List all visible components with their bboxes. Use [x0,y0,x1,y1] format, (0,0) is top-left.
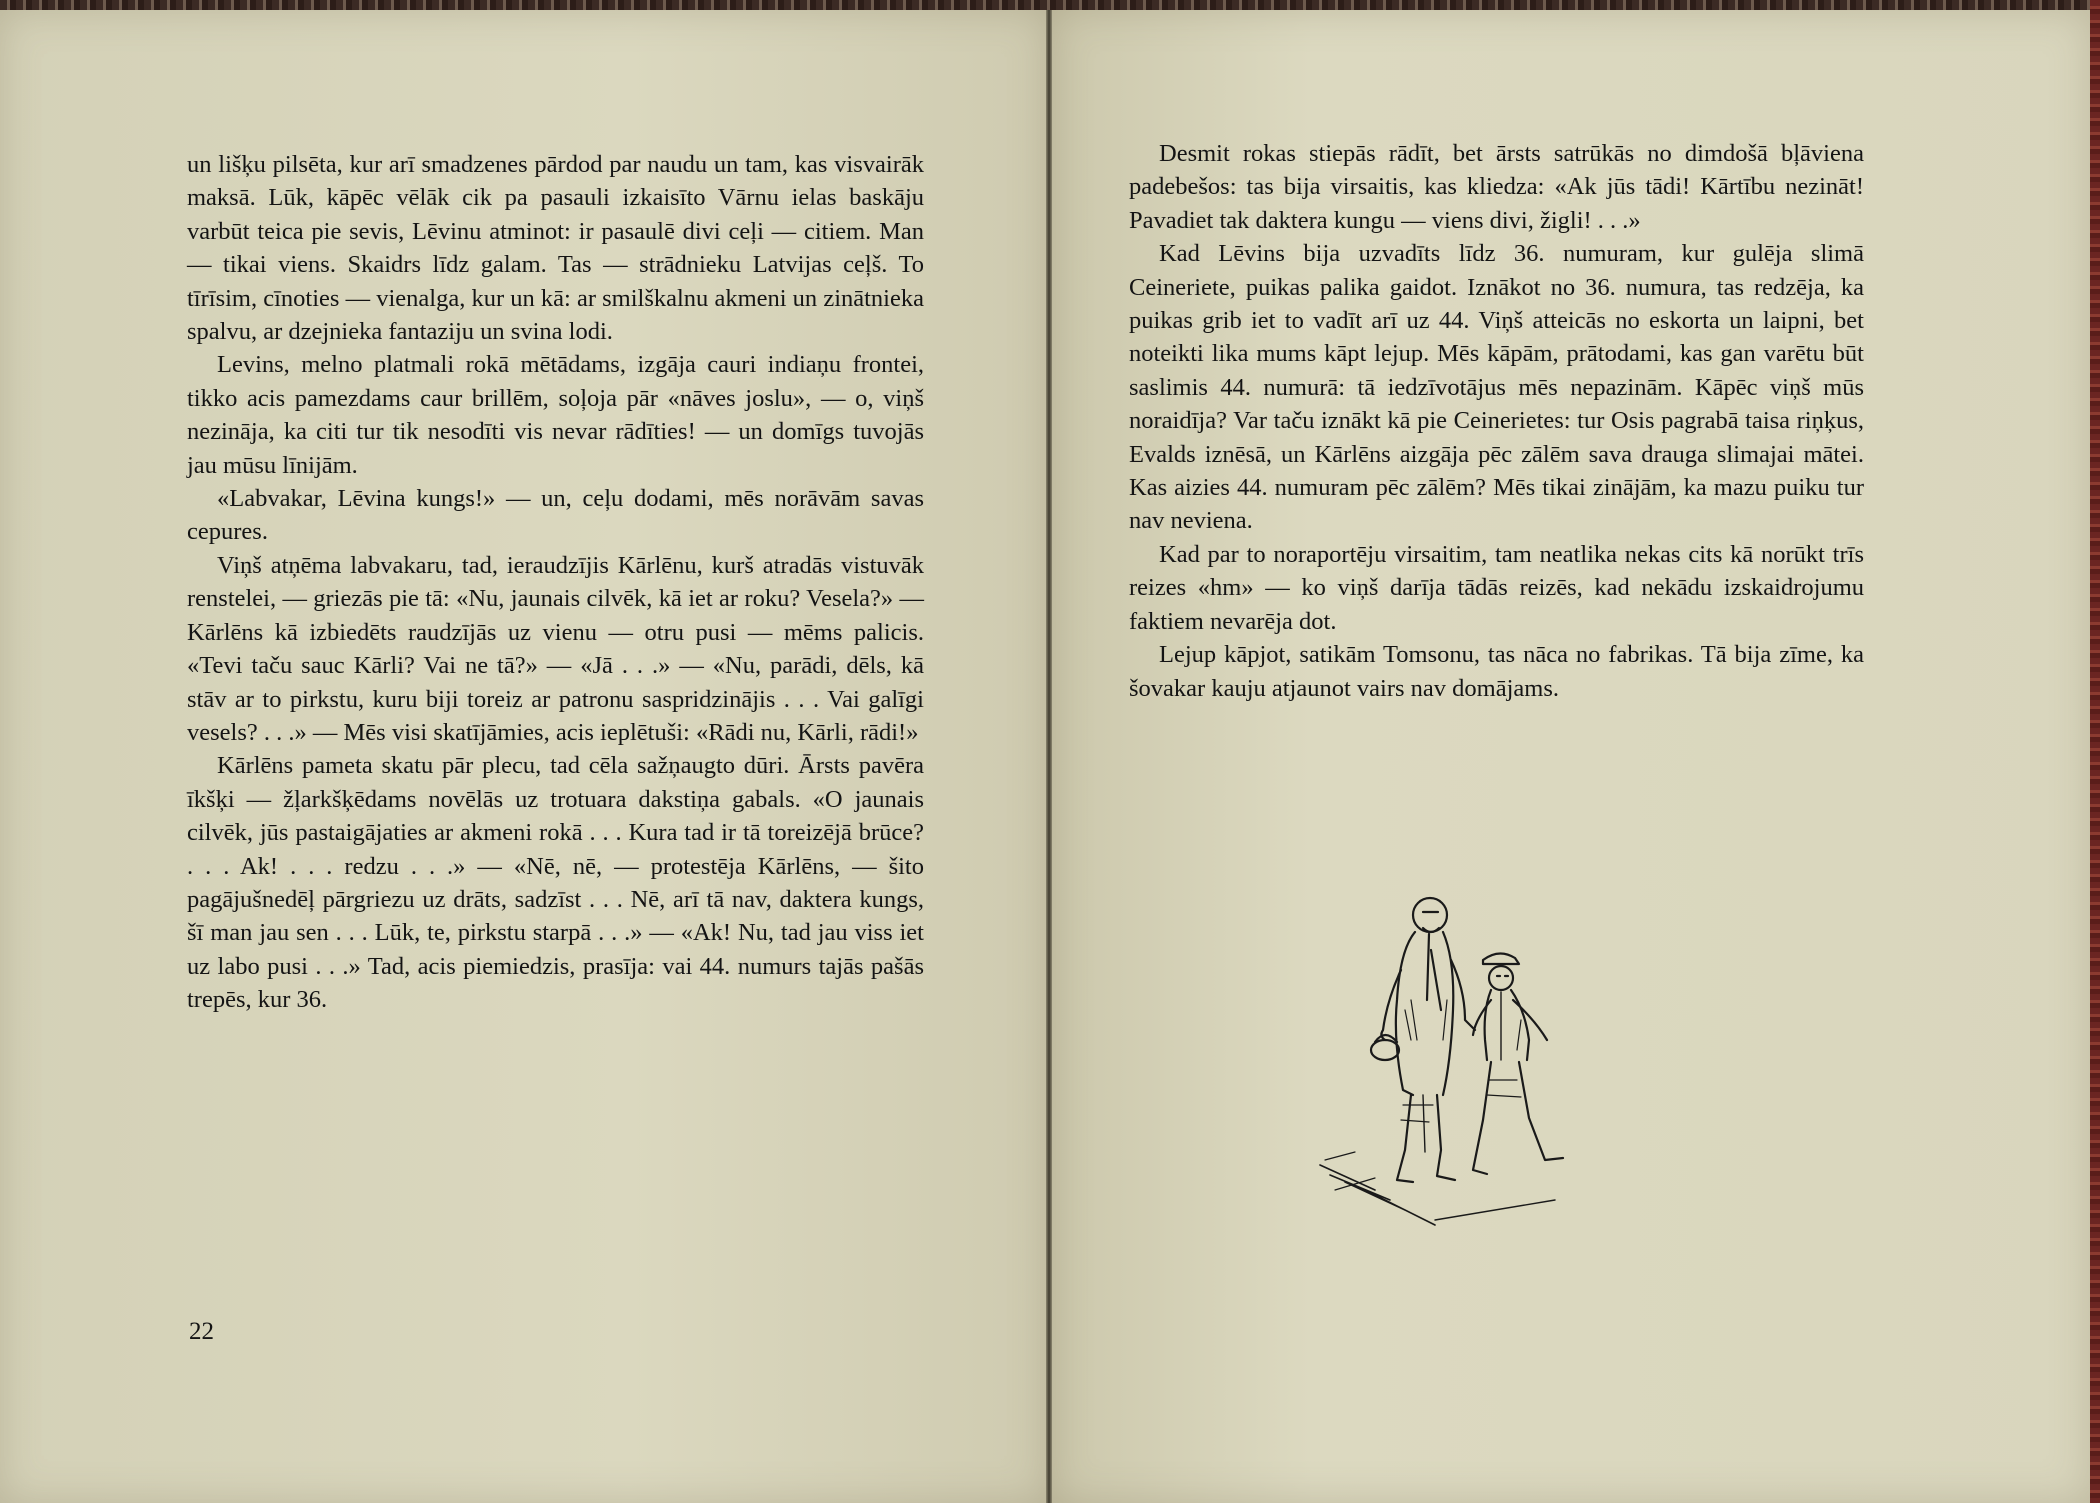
paragraph: «Labvakar, Lēvina kungs!» — un, ceļu dodami, mēs norāvām savas cepures. [187,485,924,546]
man-and-boy-illustration [1315,890,1635,1250]
paragraph: Desmit rokas stiepās rādīt, bet ārsts satrūkās no dimdošā bļāviena padebešos: tas bija virsaitis, kas kliedza: «Ak jūs tādi! Kārtību nezināt! Pavadiet tak daktera kungu — viens divi, žigli! . . .» [1129,140,1864,234]
left-page-text [187,148,924,1017]
cover-right-edge [2090,0,2100,1503]
page-number: 22 [189,1318,214,1345]
paragraph: Kad Lēvins bija uzvadīts līdz 36. numuram, kur gulēja slimā Ceineriete, puikas palika gaidot. Iznākot no 36. numura, tas redzēja, ka puikas grib iet to vadīt arī uz 44. Viņš atteicās no eskorta un laipni, bet noteikti lika mums kāpt lejup. Mēs kāpām, prātodami, kas gan varētu būt saslimis 44. numurā: tā iedzīvotājus mēs nepazinām. Kāpēc viņš mūs noraidīja? Var taču iznākt kā pie Ceinerietes: tur Osis pagrabā taisa riņķus, Evalds iznēsā, un Kārlēns aizgāja pēc zālēm sava drauga slimajai mātei. Kas aizies 44. numuram pēc zālēm? Mēs tikai zinājām, ka mazu puiku tur nav neviena. [1129,240,1864,535]
paragraph: Kad par to noraportēju virsaitim, tam neatlika nekas cits kā norūkt trīs reizes «hm» — ko viņš darīja tādās reizēs, kad nekādu izskaidrojumu faktiem nevarēja dot. [1129,540,1864,635]
right-page-text [1129,137,1864,705]
paragraph: Lejup kāpjot, satikām Tomsonu, tas nāca no fabrikas. Tā bija zīme, ka šovakar kauju atjaunot vairs nav domājams. [1129,641,1864,702]
paragraph: un lišķu pilsēta, kur arī smadzenes pārdod par naudu un tam, kas visvairāk maksā. Lūk, kāpēc vēlāk cik pa pasauli izkaisīto Vārnu ielas baskāju varbūt teica pie sevis, Lēvinu atminot: ir pasaulē divi ceļi — citiem. Man — tikai viens. Skaidrs līdz galam. Tas — strādnieku Latvijas ceļš. To tīrīsim, cīnoties — vienalga, kur un kā: ar smilškalnu akmeni un zinātnieka spalvu, ar dzejnieka fantaziju un svina lodi. [187,151,924,346]
paragraph: Viņš atņēma labvakaru, tad, ieraudzījis Kārlēnu, kurš atradās vistuvāk renstelei, — griezās pie tā: «Nu, jaunais cilvēk, kā iet ar roku? Vesela?» — Kārlēns kā izbiedēts raudzījās uz vienu — otru pusi — mēms palicis. «Tevi taču sauc Kārli? Vai ne tā?» — «Jā . . .» — «Nu, parādi, dēls, kā stāv ar to pirkstu, kuru biji toreiz ar patronu saspridzinājis . . . Vai galīgi vesels? . . .» — Mēs visi skatījāmies, acis ieplētuši: «Rādi nu, Kārli, rādi!» [187,551,924,746]
paragraph: Kārlēns pameta skatu pār plecu, tad cēla sažņaugto dūri. Ārsts pavēra īkšķi — žļarkšķēdams novēlās uz trotuara dakstiņa gabals. «O jaunais cilvēk, jūs pastaigājaties ar akmeni rokā . . . Kura tad ir tā toreizējā brūce? . . . Ak! . . . redzu . . .» — «Nē, nē, — protestēja Kārlēns, — šito pagājušnedēļ pārgriezu uz drāts, sadzīst . . . Nē, arī tā nav, daktera kungs, šī man jau sen . . . Lūk, te, pirkstu starpā . . .» — «Ak! Nu, tad jau viss iet uz labo pusi . . .» Tad, acis piemiedzis, prasīja: vai 44. numurs tajās pašās trepēs, kur 36. [187,752,924,1014]
paragraph: Levins, melno platmali rokā mētādams, izgāja cauri indiaņu frontei, tikko acis pamezdams caur brillēm, soļoja pār «nāves joslu», — o, viņš nezināja, ka citi tur tik nesodīti vis nevar rādīties! — un domīgs tuvojās jau mūsu līnijām. [187,351,924,479]
